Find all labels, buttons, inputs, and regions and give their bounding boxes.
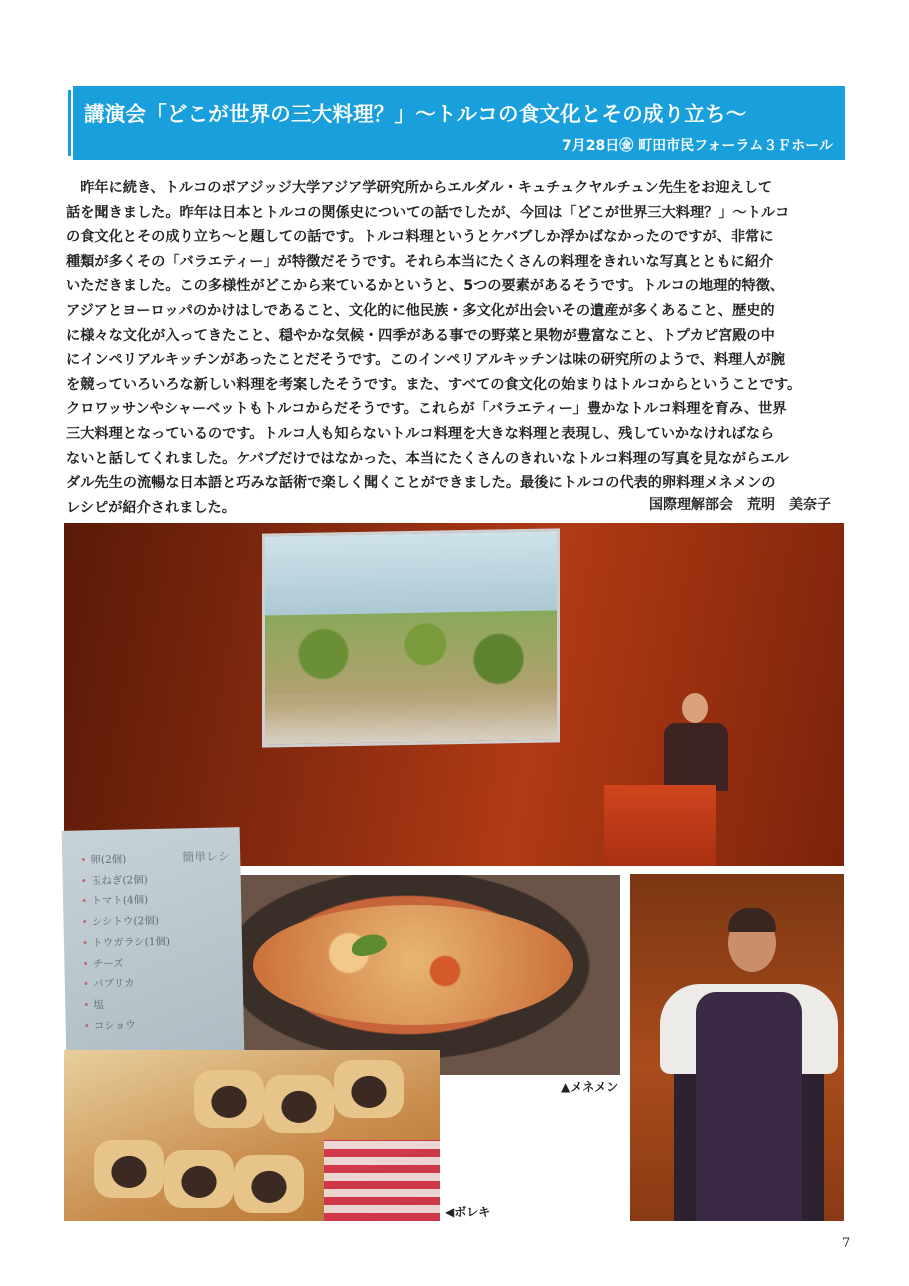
- bullet-icon: •: [83, 1019, 91, 1033]
- article-line: 種類が多くその「バラエティー」が特徴だそうです。それら本当にたくさんの料理をきれいな写真とともに紹介: [66, 253, 774, 270]
- projection-screen: [262, 528, 560, 747]
- recipe-item: [84, 1014, 172, 1037]
- article-line: クロワッサンやシャーベットもトルコからだそうです。これらが「バラエティー」豊かなトルコ料理を育み、世界: [66, 401, 787, 418]
- borek-roll: [94, 1140, 164, 1198]
- recipe-item-label: 塩: [93, 998, 105, 1012]
- article-line: 話を聞きました。昨年は日本とトルコの関係史についての話でしたが、今回は「どこが世界三大料理？」〜トルコ: [66, 204, 790, 221]
- checkered-cloth: [324, 1140, 440, 1221]
- article-line: アジアとヨーロッパのかけはしであること、文化的に他民族・多文化が出会いその遺産が多くあること、歴史的: [66, 302, 775, 319]
- lecturer-hair: [728, 908, 776, 932]
- recipe-card-photo: [62, 827, 245, 1059]
- recipe-item-label: シシトウ(2個): [91, 914, 159, 929]
- recipe-item-label: チーズ: [92, 957, 124, 970]
- recipe-item-label: パプリカ: [92, 977, 135, 991]
- article-line: レシピが紹介されました。: [66, 499, 236, 516]
- borek-roll: [234, 1155, 304, 1213]
- recipe-item: [82, 952, 170, 975]
- lecture-photo: [64, 523, 844, 866]
- recipe-title: 簡単レシ: [182, 849, 231, 865]
- bullet-icon: •: [81, 937, 89, 950]
- caption-menemen: ▲メネメン: [561, 1080, 619, 1094]
- borek-roll: [264, 1075, 334, 1133]
- lecturer-vest: [664, 723, 728, 791]
- lecturer-head: [682, 693, 708, 723]
- lecturer-figure: [654, 693, 734, 793]
- article-body: [66, 176, 845, 520]
- article-author: 国際理解部会 荒明 美奈子: [649, 497, 831, 513]
- recipe-item-label: トウガラシ(1個): [92, 935, 171, 950]
- page-number: 7: [842, 1236, 851, 1251]
- article-line: の食文化とその成り立ち〜と題しての話です。トルコ料理というとケバブしか浮かばなかったのですが、非常に: [66, 229, 774, 246]
- recipe-ingredient-list: [80, 849, 172, 1037]
- recipe-item-label: 卵(2個): [90, 853, 127, 867]
- menemen-dish: [253, 905, 573, 1025]
- article-line: にインペリアルキッチンがあったことだそうです。このインペリアルキッチンは味の研究所のようで、料理人が腕: [66, 352, 785, 369]
- lecturer-closeup-photo: [630, 874, 844, 1221]
- recipe-item: [81, 890, 169, 913]
- event-date-venue: 7月28日㊎ 町田市民フォーラム３Ｆホール: [562, 138, 833, 154]
- article-line: ダル先生の流暢な日本語と巧みな話術で楽しく聞くことができました。最後にトルコの代表的卵料理メネメンの: [66, 475, 776, 492]
- bullet-icon: •: [83, 999, 90, 1012]
- bullet-icon: •: [81, 916, 88, 929]
- borek-roll: [164, 1150, 234, 1208]
- article-line: ないと話してくれました。ケバブだけではなかった、本当にたくさんのきれいなトルコ料理の写真を見ながらエル: [66, 450, 789, 467]
- borek-roll: [334, 1060, 404, 1118]
- borek-photo: [64, 1050, 440, 1221]
- menemen-photo: [233, 875, 620, 1075]
- bullet-icon: •: [82, 957, 89, 970]
- recipe-item: [83, 994, 171, 1017]
- recipe-item-label: トマト(4個): [91, 894, 149, 908]
- recipe-item: [80, 869, 168, 892]
- recipe-item: [83, 973, 171, 996]
- borek-roll: [194, 1070, 264, 1128]
- recipe-item-label: コショウ: [93, 1019, 136, 1032]
- caption-borek: ◀ボレキ: [445, 1205, 491, 1219]
- bullet-icon: •: [80, 895, 88, 908]
- bullet-icon: •: [80, 854, 87, 867]
- bullet-icon: •: [82, 978, 90, 991]
- bullet-icon: •: [80, 875, 88, 888]
- recipe-item-label: 玉ねぎ(2個): [90, 873, 148, 887]
- recipe-item: [81, 911, 169, 934]
- article-line: 昨年に続き、トルコのボアジッジ大学アジア学研究所からエルダル・キュチュクヤルチュン先生をお迎えして: [66, 180, 773, 196]
- podium: [604, 785, 716, 866]
- recipe-item: [82, 931, 170, 954]
- page-title: 講演会「どこが世界の三大料理？」〜トルコの食文化とその成り立ち〜: [84, 102, 747, 126]
- title-banner-stripe-inner: [68, 90, 71, 156]
- screen-sky-sea: [265, 531, 557, 619]
- article-line: いただきました。この多様性がどこから来ているかというと、5つの要素があるそうです。トルコの地理的特徴、: [66, 278, 785, 295]
- article-line: に様々な文化が入ってきたこと、穏やかな気候・四季がある事での野菜と果物が豊富なこと、トプカピ宮殿の中: [66, 327, 775, 344]
- recipe-item: [80, 849, 168, 872]
- article-line: 三大料理となっているのです。トルコ人も知らないトルコ料理を大きな料理と表現し、残していかなければなら: [66, 425, 775, 442]
- lecturer-vest: [696, 992, 802, 1221]
- article-line: を競っていろいろな新しい料理を考案したそうです。また、すべての食文化の始まりはトルコからということです。: [66, 376, 802, 393]
- screen-palace-trees: [265, 610, 557, 694]
